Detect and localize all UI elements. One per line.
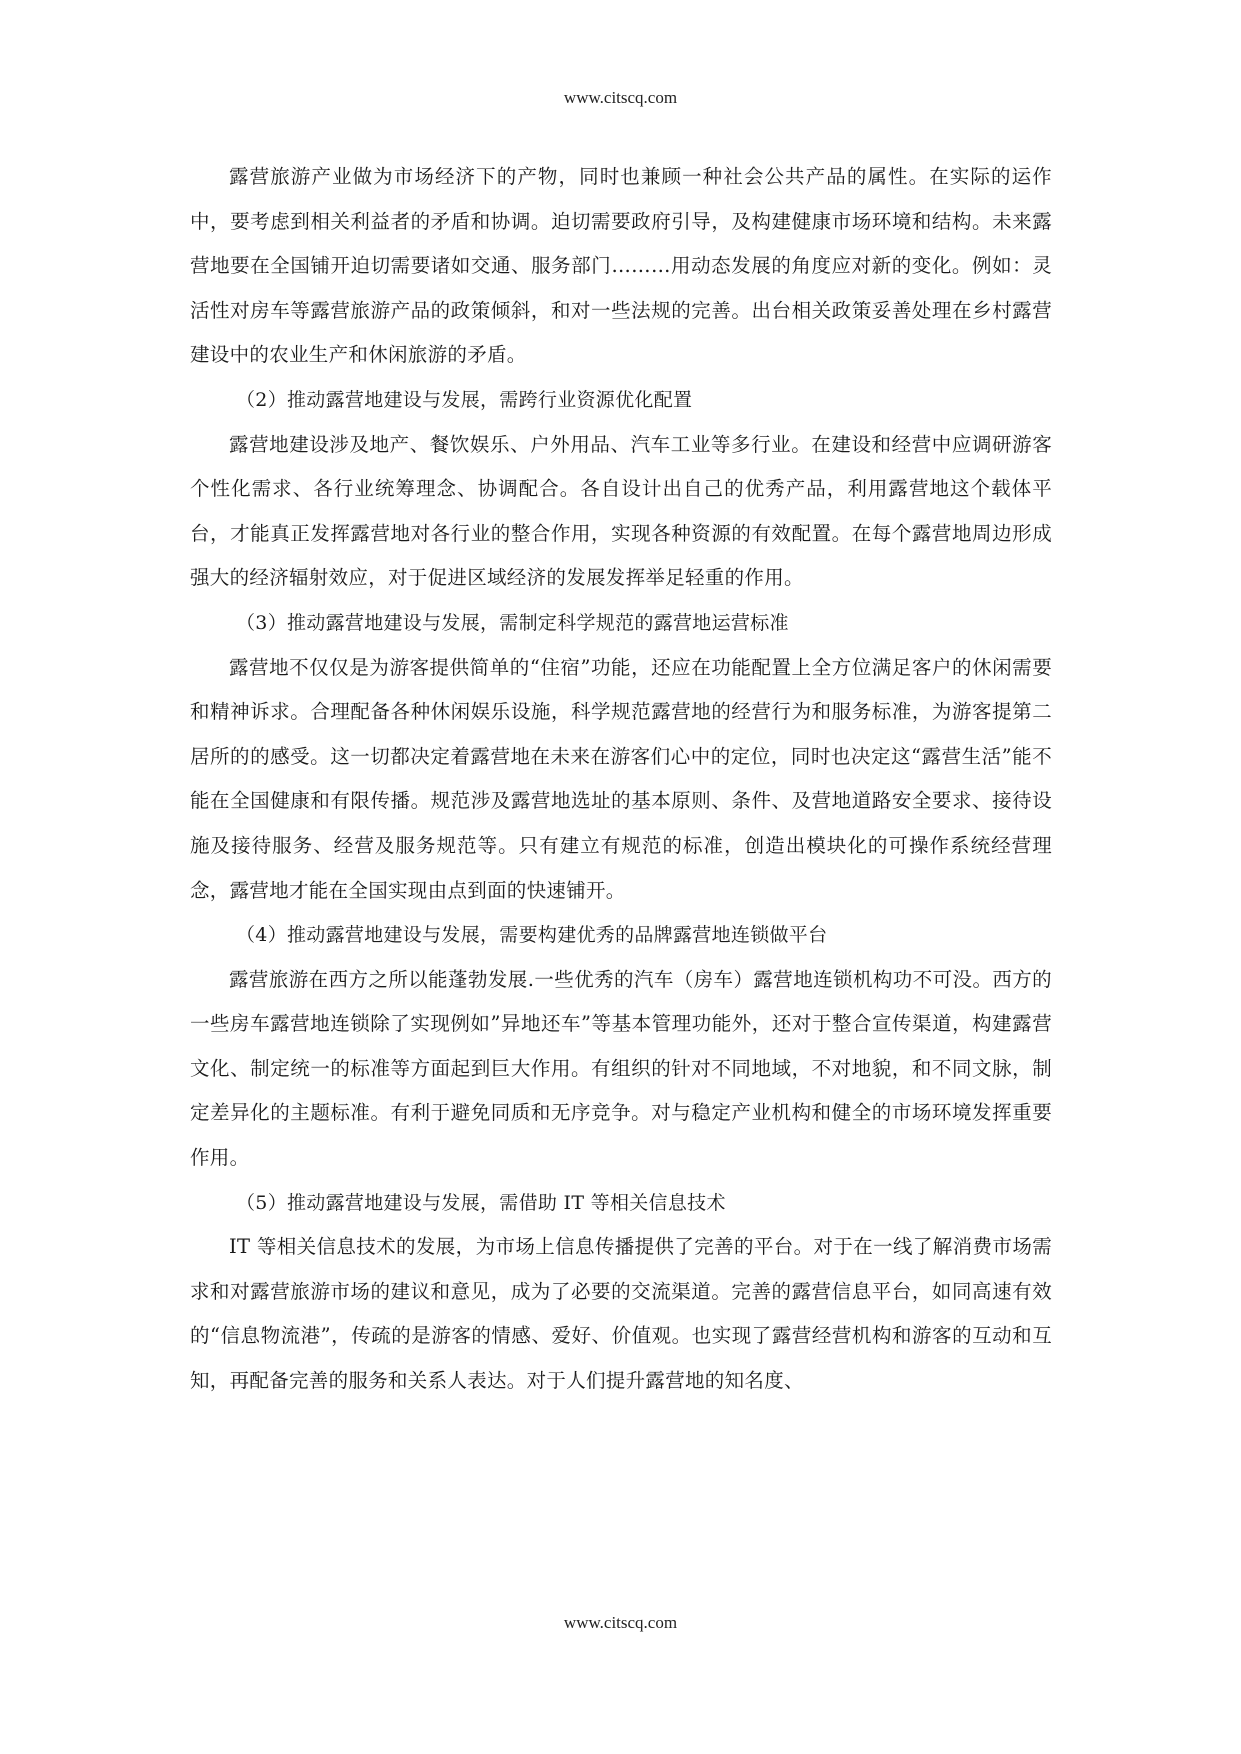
- paragraph-operating-standards: 露营地不仅仅是为游客提供简单的“住宿”功能，还应在功能配置上全方位满足客户的休闲需要和精神诉求。合理配备各种休闲娱乐设施，科学规范露营地的经营行为和服务标准，为游客提第二居所的的感受。这一切都决定着露营地在未来在游客们心中的定位，同时也决定这“露营生活”能不能在全国健康和有限传播。规范涉及露营地选址的基本原则、条件、及营地道路安全要求、接待设施及接待服务、经营及服务规范等。只有建立有规范的标准，创造出模块化的可操作系统经营理念，露营地才能在全国实现由点到面的快速铺开。: [190, 655, 1052, 902]
- section-heading-5: （5）推动露营地建设与发展，需借助 IT 等相关信息技术: [236, 1191, 726, 1214]
- document-body: [190, 155, 1052, 1404]
- section-heading-3: （3）推动露营地建设与发展，需制定科学规范的露营地运营标准: [236, 611, 789, 634]
- paragraph-brand-chain: 露营旅游在西方之所以能蓬勃发展.一些优秀的汽车（房车）露营地连锁机构功不可没。西方的一些房车露营地连锁除了实现例如”异地还车”等基本管理功能外，还对于整合宣传渠道，构建露营文化、制定统一的标准等方面起到巨大作用。有组织的针对不同地域，不对地貌，和不同文脉，制定差异化的主题标准。有利于避免同质和无序竞争。对与稳定产业机构和健全的市场环境发挥重要作用。: [190, 967, 1052, 1170]
- section-heading-2: （2）推动露营地建设与发展，需跨行业资源优化配置: [236, 388, 693, 411]
- paragraph-cross-industry: 露营地建设涉及地产、餐饮娱乐、户外用品、汽车工业等多行业。在建设和经营中应调研游客个性化需求、各行业统筹理念、协调配合。各自设计出自己的优秀产品，利用露营地这个载体平台，才能真正发挥露营地对各行业的整合作用，实现各种资源的有效配置。在每个露营地周边形成强大的经济辐射效应，对于促进区域经济的发展发挥举足轻重的作用。: [190, 432, 1052, 590]
- page-footer-url: www.citscq.com: [563, 1613, 678, 1632]
- paragraph-it-technology: IT 等相关信息技术的发展，为市场上信息传播提供了完善的平台。对于在一线了解消费市场需求和对露营旅游市场的建议和意见，成为了必要的交流渠道。完善的露营信息平台，如同高速有效的“信息物流港”，传疏的是游客的情感、爱好、价值观。也实现了露营经营机构和游客的互动和互知，再配备完善的服务和关系人表达。对于人们提升露营地的知名度、: [190, 1235, 1052, 1393]
- page-header-url: www.citscq.com: [563, 88, 678, 107]
- paragraph-government-guidance: 露营旅游产业做为市场经济下的产物，同时也兼顾一种社会公共产品的属性。在实际的运作中，要考虑到相关利益者的矛盾和协调。迫切需要政府引导，及构建健康市场环境和结构。未来露营地要在全国铺开迫切需要诸如交通、服务部门………用动态发展的角度应对新的变化。例如：灵活性对房车等露营旅游产品的政策倾斜，和对一些法规的完善。出台相关政策妥善处理在乡村露营建设中的农业生产和休闲旅游的矛盾。: [190, 165, 1052, 367]
- section-heading-4: （4）推动露营地建设与发展，需要构建优秀的品牌露营地连锁做平台: [236, 924, 828, 947]
